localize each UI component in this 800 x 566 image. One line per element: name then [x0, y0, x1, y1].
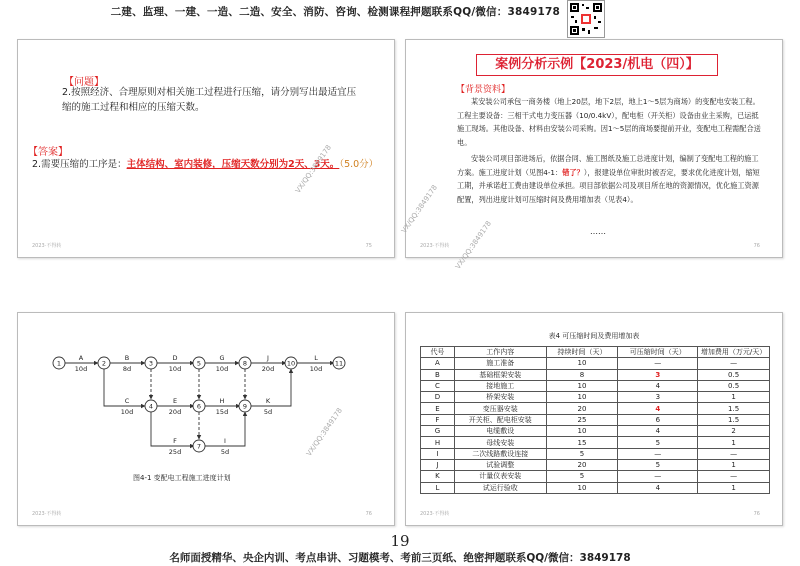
cell: 1 [698, 437, 770, 448]
answer-prefix: 2.需要压缩的工序是： [32, 159, 127, 170]
header-cell: 可压缩时间（天） [618, 347, 698, 358]
activity-duration: 10d [120, 408, 134, 416]
node-label: 8 [242, 359, 248, 368]
slide-number: 76 [365, 511, 372, 517]
table-row [421, 358, 770, 369]
activity-duration: 5d [263, 408, 273, 416]
cell: D [421, 392, 455, 403]
slide-footer: 2023·不得转 [420, 511, 450, 517]
cell: 15 [546, 437, 618, 448]
cell: 5 [618, 459, 698, 470]
slide-footer: 2023·不得转 [32, 243, 62, 249]
node-label: 11 [334, 359, 344, 368]
activity-label: C [124, 397, 130, 405]
cell: 1 [698, 392, 770, 403]
table-header-row [421, 347, 770, 358]
slide-number: 76 [753, 511, 760, 517]
cell: 变压器安装 [454, 403, 546, 414]
node-label: 9 [242, 402, 248, 411]
activity-label: K [265, 397, 271, 405]
figure-caption: 图4-1 变配电工程施工进度计划 [133, 474, 231, 482]
node-label: 1 [56, 359, 62, 368]
cell: 0.5 [698, 369, 770, 380]
activity-label: E [172, 397, 178, 405]
cell: 0.5 [698, 380, 770, 391]
slide-background [400, 39, 783, 271]
table-row [421, 426, 770, 437]
cell: 4 [618, 380, 698, 391]
cell: — [698, 358, 770, 369]
cell: 6 [618, 414, 698, 425]
cell-highlighted: 3 [618, 369, 698, 380]
slide-question-answer [17, 39, 395, 258]
answer-tag: 【答案】 [28, 147, 68, 158]
header-cell: 持续时间（天） [546, 347, 618, 358]
activity-label: J [267, 354, 269, 362]
page-footer: 名师面授精华、央企内训、考点串讲、习题模考、考前三页纸、绝密押题联系QQ/微信：3849178 [169, 552, 631, 564]
header-cell: 增加费用（万元/天） [698, 347, 770, 358]
node-label: 6 [196, 402, 202, 411]
cell: 10 [546, 426, 618, 437]
cell: — [618, 448, 698, 459]
background-tag: 【背景资料】 [456, 85, 511, 95]
activity-label: G [219, 354, 225, 362]
header-cell: 工作内容 [454, 347, 546, 358]
watermark: VX/QQ:3849178 [400, 183, 439, 235]
activity-duration: 10d [215, 365, 229, 373]
node-label: 4 [148, 402, 154, 411]
page-number: 19 [390, 532, 410, 550]
table-caption: 表4 可压缩时间及费用增加表 [548, 332, 640, 340]
slide-footer: 2023·不得转 [420, 243, 450, 249]
cell: 桥架安装 [454, 392, 546, 403]
cell: 4 [618, 482, 698, 493]
activity-label: F [173, 437, 177, 445]
slide-footer: 2023·不得转 [32, 511, 62, 517]
cell: 开关柜、配电柜安装 [454, 414, 546, 425]
table-row [421, 482, 770, 493]
watermark: VX/QQ:3849178 [294, 143, 333, 195]
question-text: 2.按照经济、合理原则对相关施工过程进行压缩，请分别写出最适宜压缩的施工过程和相应的压缩天数。 [62, 87, 357, 113]
cell: F [421, 414, 455, 425]
activity-duration: 20d [168, 408, 182, 416]
cell: 20 [546, 459, 618, 470]
cell: L [421, 482, 455, 493]
watermark: VX/QQ:3849178 [305, 406, 344, 458]
cell: K [421, 471, 455, 482]
activity-label: H [219, 397, 225, 405]
node-label: 3 [148, 359, 154, 368]
activity-duration: 8d [122, 365, 132, 373]
node-label: 2 [101, 359, 107, 368]
answer-body: 主体结构、室内装修，压缩天数分别为2天、3天。 [126, 159, 340, 170]
cell: 2 [698, 426, 770, 437]
question-tag: 【问题】 [64, 77, 104, 88]
cell: 母线安装 [454, 437, 546, 448]
cell: — [618, 358, 698, 369]
cell: 5 [546, 471, 618, 482]
cell: H [421, 437, 455, 448]
compression-table [420, 346, 770, 494]
paragraph-2-start: 安装公司项目部进场后，依据合同、施工图纸及施工总进度计划，编制了变配电工程的施工方案。施工进度计划（见图4-1： [457, 154, 759, 177]
slide-number: 75 [365, 243, 372, 249]
activity-label: I [224, 437, 226, 445]
cell: — [698, 471, 770, 482]
node-label: 5 [196, 359, 202, 368]
qr-code-image [567, 0, 605, 38]
cell: 计量仪表安装 [454, 471, 546, 482]
activity-duration: 10d [74, 365, 88, 373]
cell: 25 [546, 414, 618, 425]
cell: G [421, 426, 455, 437]
table-row [421, 448, 770, 459]
cell: 5 [546, 448, 618, 459]
background-paragraph-2 [457, 152, 763, 206]
cell: 20 [546, 403, 618, 414]
network-diagram [18, 313, 394, 473]
cell: J [421, 459, 455, 470]
cell: — [618, 471, 698, 482]
table-row [421, 380, 770, 391]
cell: C [421, 380, 455, 391]
header-cell: 代号 [421, 347, 455, 358]
activity-duration: 10d [168, 365, 182, 373]
cell: 10 [546, 358, 618, 369]
answer-text [32, 156, 392, 170]
cell: 1.5 [698, 414, 770, 425]
slide-network-diagram [17, 312, 395, 526]
table-row [421, 369, 770, 380]
cell: 试验调整 [454, 459, 546, 470]
activity-label: L [314, 354, 318, 362]
activity-label: A [78, 354, 84, 362]
cell: B [421, 369, 455, 380]
activity-label: B [124, 354, 130, 362]
activity-label: D [172, 354, 178, 362]
activity-duration: 10d [309, 365, 323, 373]
cell: E [421, 403, 455, 414]
slide-table [405, 312, 783, 526]
table-row [421, 437, 770, 448]
cell: 8 [546, 369, 618, 380]
cell: A [421, 358, 455, 369]
cell: — [698, 448, 770, 459]
table-row [421, 403, 770, 414]
table-row [421, 459, 770, 470]
background-paragraph-1: 某安装公司承包一商务楼（地上20层，地下2层，地上1～5层为商场）的变配电安装工程。工程主要设备：三相干式电力变压器（10/0.4kV），配电柜（开关柜）设备由业主采购，已运抵施工现场。其他设备、材料由安装公司采购。因1～5层的商场要提前开业，变配电工程需配合送电。 [457, 97, 761, 147]
cell: 1 [698, 459, 770, 470]
cell: 10 [546, 380, 618, 391]
ellipsis: …… [590, 227, 606, 236]
cell: 试运行验收 [454, 482, 546, 493]
paragraph-2-emphasis: 错了？ [562, 167, 584, 177]
watermark: VX/QQ:3849178 [454, 219, 493, 271]
node-label: 10 [286, 359, 296, 368]
cell: 3 [618, 392, 698, 403]
node-label: 7 [196, 442, 202, 451]
table-row [421, 392, 770, 403]
cell: 二次线路敷设连接 [454, 448, 546, 459]
cell: 5 [618, 437, 698, 448]
cell: 1 [698, 482, 770, 493]
cell: 10 [546, 392, 618, 403]
paragraph-2-end: ），报建设单位审批时被否定，要求优化进度计划，缩短工期，并承诺赶工费由建设单位承担。项目部依据公司及项目所在地的资源情况，优化施工资源配置，列出进度计划可压缩时间及费用增加表（见表4）。 [457, 167, 760, 204]
slide-number: 76 [753, 243, 760, 249]
activity-duration: 5d [220, 448, 230, 456]
answer-score: （5.0分） [339, 159, 379, 170]
cell: 4 [618, 426, 698, 437]
cell: 电缆敷设 [454, 426, 546, 437]
slide-title: 案例分析示例【2023/机电（四）】 [476, 54, 718, 76]
cell: 基础框架安装 [454, 369, 546, 380]
cell-highlighted: 4 [618, 403, 698, 414]
page-header: 二建、监理、一建、一造、二造、安全、消防、咨询、检测课程押题联系QQ/微信：3849178 [110, 6, 560, 18]
table-row [421, 471, 770, 482]
activity-duration: 25d [168, 448, 182, 456]
cell: 施工准备 [454, 358, 546, 369]
cell: 1.5 [698, 403, 770, 414]
table-row [421, 414, 770, 425]
activity-duration: 20d [261, 365, 275, 373]
activity-duration: 15d [215, 408, 229, 416]
cell: I [421, 448, 455, 459]
cell: 10 [546, 482, 618, 493]
cell: 接地施工 [454, 380, 546, 391]
